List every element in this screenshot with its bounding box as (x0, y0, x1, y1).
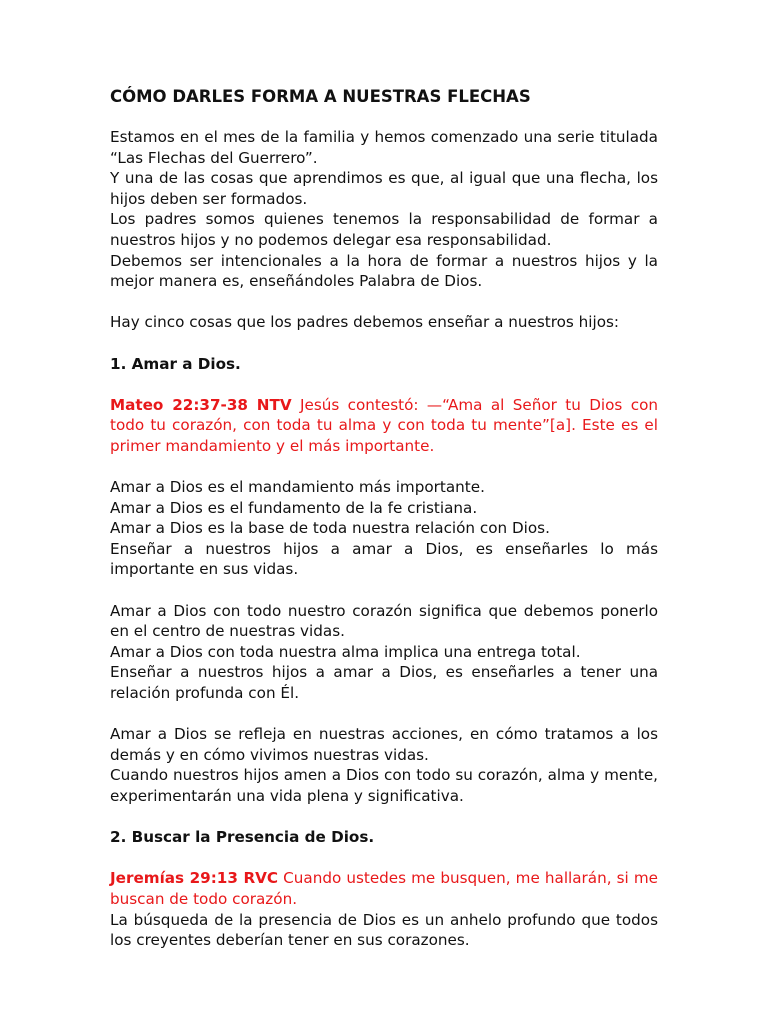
spacer (110, 333, 658, 354)
spacer (110, 374, 658, 395)
document-page (110, 85, 658, 951)
body-line: Amar a Dios con toda nuestra alma implica una entrega total. (110, 642, 581, 661)
spacer (110, 457, 658, 478)
spacer (110, 848, 658, 869)
spacer (110, 704, 658, 725)
section-heading-buscar-presencia: 2. Buscar la Presencia de Dios. (110, 828, 375, 847)
lead-sentence: Hay cinco cosas que los padres debemos enseñar a nuestros hijos: (110, 313, 620, 332)
verse-text: Cuando ustedes me busquen, me hallarán, si me buscan de todo corazón. (110, 869, 658, 908)
body-line: Amar a Dios es el fundamento de la fe cristiana. (110, 498, 478, 517)
intro-line: Estamos en el mes de la familia y hemos comenzado una serie titulada “Las Flechas del Guerrero”. (110, 128, 658, 167)
verse-reference: Mateo 22:37-38 NTV (110, 395, 292, 414)
bible-verse-mateo (110, 395, 658, 457)
body-paragraph (110, 477, 658, 580)
intro-line: Y una de las cosas que aprendimos es que, al igual que una flecha, los hijos deben ser formados. (110, 169, 658, 208)
verse-text: Jesús contestó: —“Ama al Señor tu Dios con todo tu corazón, con toda tu alma y con toda tu mente”[a]. Este es el primer mandamiento y el más importante. (110, 395, 658, 455)
body-line: Amar a Dios es la base de toda nuestra relación con Dios. (110, 519, 550, 538)
bible-verse-jeremias (110, 868, 658, 909)
body-line: Amar a Dios es el mandamiento más importante. (110, 478, 485, 497)
intro-line: Los padres somos quienes tenemos la responsabilidad de formar a nuestros hijos y no podemos delegar esa responsabilidad. (110, 210, 658, 249)
body-line: La búsqueda de la presencia de Dios es un anhelo profundo que todos los creyentes deberían tener en sus corazones. (110, 910, 658, 950)
body-line: Amar a Dios con todo nuestro corazón significa que debemos ponerlo en el centro de nuestras vidas. (110, 601, 658, 641)
body-line: Enseñar a nuestros hijos a amar a Dios, es enseñarles lo más importante en sus vidas. (110, 539, 658, 579)
intro-paragraph (110, 127, 658, 292)
body-line: Enseñar a nuestros hijos a amar a Dios, es enseñarles a tener una relación profunda con Él. (110, 663, 658, 703)
body-paragraph (110, 910, 658, 951)
body-paragraph (110, 601, 658, 704)
body-paragraph (110, 724, 658, 806)
spacer (110, 580, 658, 601)
body-line: Cuando nuestros hijos amen a Dios con todo su corazón, alma y mente, experimentarán una vida plena y significativa. (110, 766, 658, 805)
spacer (110, 292, 658, 313)
body-line: Amar a Dios se refleja en nuestras acciones, en cómo tratamos a los demás y en cómo vivimos nuestras vidas. (110, 725, 658, 764)
spacer (110, 807, 658, 828)
section-heading-amar-a-dios: 1. Amar a Dios. (110, 354, 241, 373)
document-title: CÓMO DARLES FORMA A NUESTRAS FLECHAS (110, 87, 531, 106)
intro-line: Debemos ser intencionales a la hora de formar a nuestros hijos y la mejor manera es, enseñándoles Palabra de Dios. (110, 251, 658, 291)
verse-reference: Jeremías 29:13 RVC (110, 869, 279, 888)
